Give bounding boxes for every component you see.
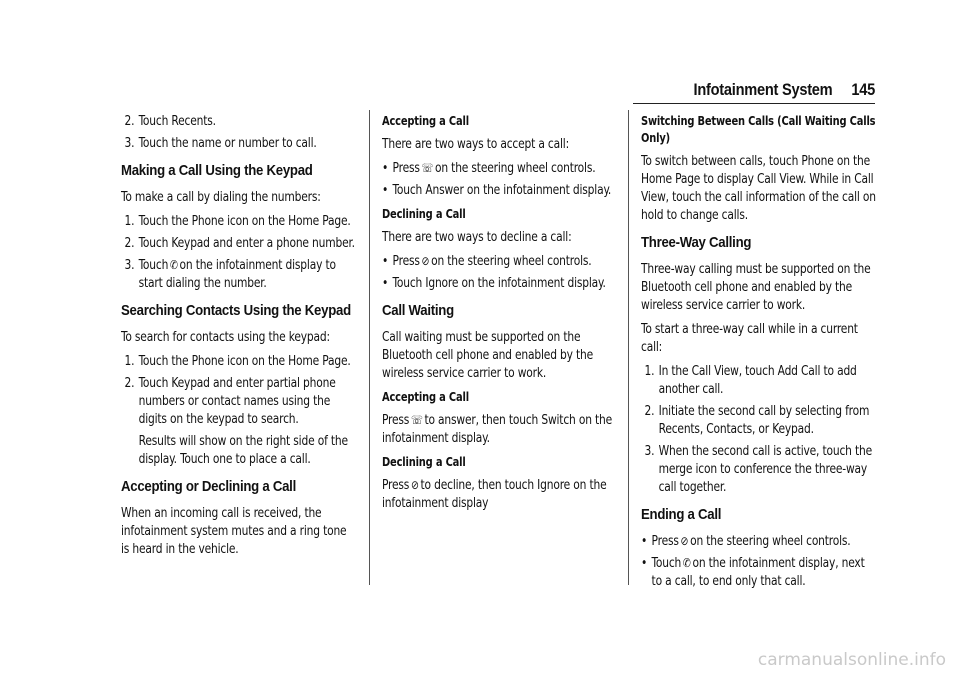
end-call-icon: ⊘: [410, 478, 419, 492]
paragraph: To search for contacts using the keypad:: [121, 329, 330, 345]
paragraph: Press ⊘ to decline, then touch Ignore on the infotainment display: [382, 477, 607, 511]
list-item: 3. Touch ✆ on the infotainment display to start dialing the number.: [124, 257, 336, 291]
list-item: • Touch Ignore on the infotainment display.: [382, 274, 618, 292]
paragraph: When an incoming call is received, the infotainment system mutes and a ring tone is heard in the vehicle.: [121, 505, 347, 557]
search-steps: [121, 352, 357, 468]
paragraph: Press ☏ to answer, then touch Switch on the infotainment display.: [382, 412, 613, 446]
paragraph: To start a three-way call while in a current call:: [641, 321, 858, 355]
subheading-waiting-decline: Declining a Call: [382, 454, 466, 469]
heading-ending-call: Ending a Call: [641, 506, 722, 523]
end-call-icon: ⊘: [421, 254, 430, 268]
heading-accepting-declining: Accepting or Declining a Call: [121, 478, 296, 495]
paragraph: Call waiting must be supported on the Bluetooth cell phone and enabled by the wireless service carrier to work.: [382, 329, 594, 381]
paragraph: To switch between calls, touch Phone on the Home Page to display Call View. While in Call View, touch the call information of the call on hold to change calls.: [641, 153, 876, 223]
paragraph: There are two ways to accept a call:: [382, 136, 570, 152]
end-call-icon: ⊘: [680, 534, 689, 548]
column-2: [382, 112, 618, 518]
list-item: 3. Touch the name or number to call.: [124, 135, 317, 151]
accept-options: [382, 159, 618, 199]
keypad-steps: [121, 212, 357, 292]
list-item: • Press ☏ on the steering wheel controls.: [382, 159, 618, 177]
paragraph: Three-way calling must be supported on the Bluetooth cell phone and enabled by the wireless service carrier to work.: [641, 261, 871, 313]
header-rule: [633, 103, 875, 104]
section-title: Infotainment System: [693, 80, 833, 99]
heading-search-contacts: Searching Contacts Using the Keypad: [121, 302, 351, 319]
paragraph: Results will show on the right side of the display. Touch one to place a call.: [138, 433, 348, 467]
list-item: 3. When the second call is active, touch the merge icon to conference the three-way call together.: [644, 443, 872, 495]
column-1: [121, 112, 357, 564]
steering-phone-icon: ☏: [410, 413, 423, 427]
paragraph: To make a call by dialing the numbers:: [121, 189, 321, 205]
subheading-waiting-accept: Accepting a Call: [382, 389, 469, 404]
phone-icon: ✆: [682, 556, 691, 570]
list-item: • Touch Answer on the infotainment display.: [382, 181, 618, 199]
list-item: • Press ⊘ on the steering wheel controls.: [641, 532, 877, 550]
three-way-steps: [641, 362, 877, 496]
heading-call-waiting: Call Waiting: [382, 302, 454, 319]
subheading-accepting: Accepting a Call: [382, 113, 469, 128]
list-item: 2. Touch Recents.: [124, 113, 216, 129]
decline-options: [382, 252, 618, 292]
column-divider-1: [369, 110, 370, 585]
list-item: • Touch ✆ on the infotainment display, next to a call, to end only that call.: [641, 554, 877, 590]
end-call-options: [641, 532, 877, 590]
page-number: 145: [851, 80, 875, 99]
subheading-declining: Declining a Call: [382, 206, 466, 221]
heading-keypad-call: Making a Call Using the Keypad: [121, 162, 313, 179]
column-divider-2: [628, 110, 629, 585]
paragraph: There are two ways to decline a call:: [382, 229, 572, 245]
column-3: [641, 112, 877, 596]
list-item: 1. Touch the Phone icon on the Home Page.: [124, 353, 351, 369]
watermark: carmanualsonline.info: [757, 650, 946, 670]
subheading-switching: Switching Between Calls (Call Waiting Calls Only): [641, 113, 876, 145]
list-item: 2. Touch Keypad and enter a phone number.: [124, 235, 355, 251]
list-item: • Press ⊘ on the steering wheel controls.: [382, 252, 618, 270]
list-item: 1. Touch the Phone icon on the Home Page.: [124, 213, 351, 229]
page-header: [694, 80, 875, 100]
phone-icon: ✆: [169, 258, 178, 272]
recents-steps: [121, 112, 357, 152]
list-item: 2. Touch Keypad and enter partial phone numbers or contact names using the digits on the keypad to search. Results will show on the right side of the display. Touch one to place a call.: [121, 374, 357, 468]
heading-three-way: Three-Way Calling: [641, 234, 752, 251]
steering-phone-icon: ☏: [421, 161, 434, 175]
list-item: 2. Initiate the second call by selecting from Recents, Contacts, or Keypad.: [644, 403, 870, 437]
list-item: 1. In the Call View, touch Add Call to add another call.: [644, 363, 857, 397]
